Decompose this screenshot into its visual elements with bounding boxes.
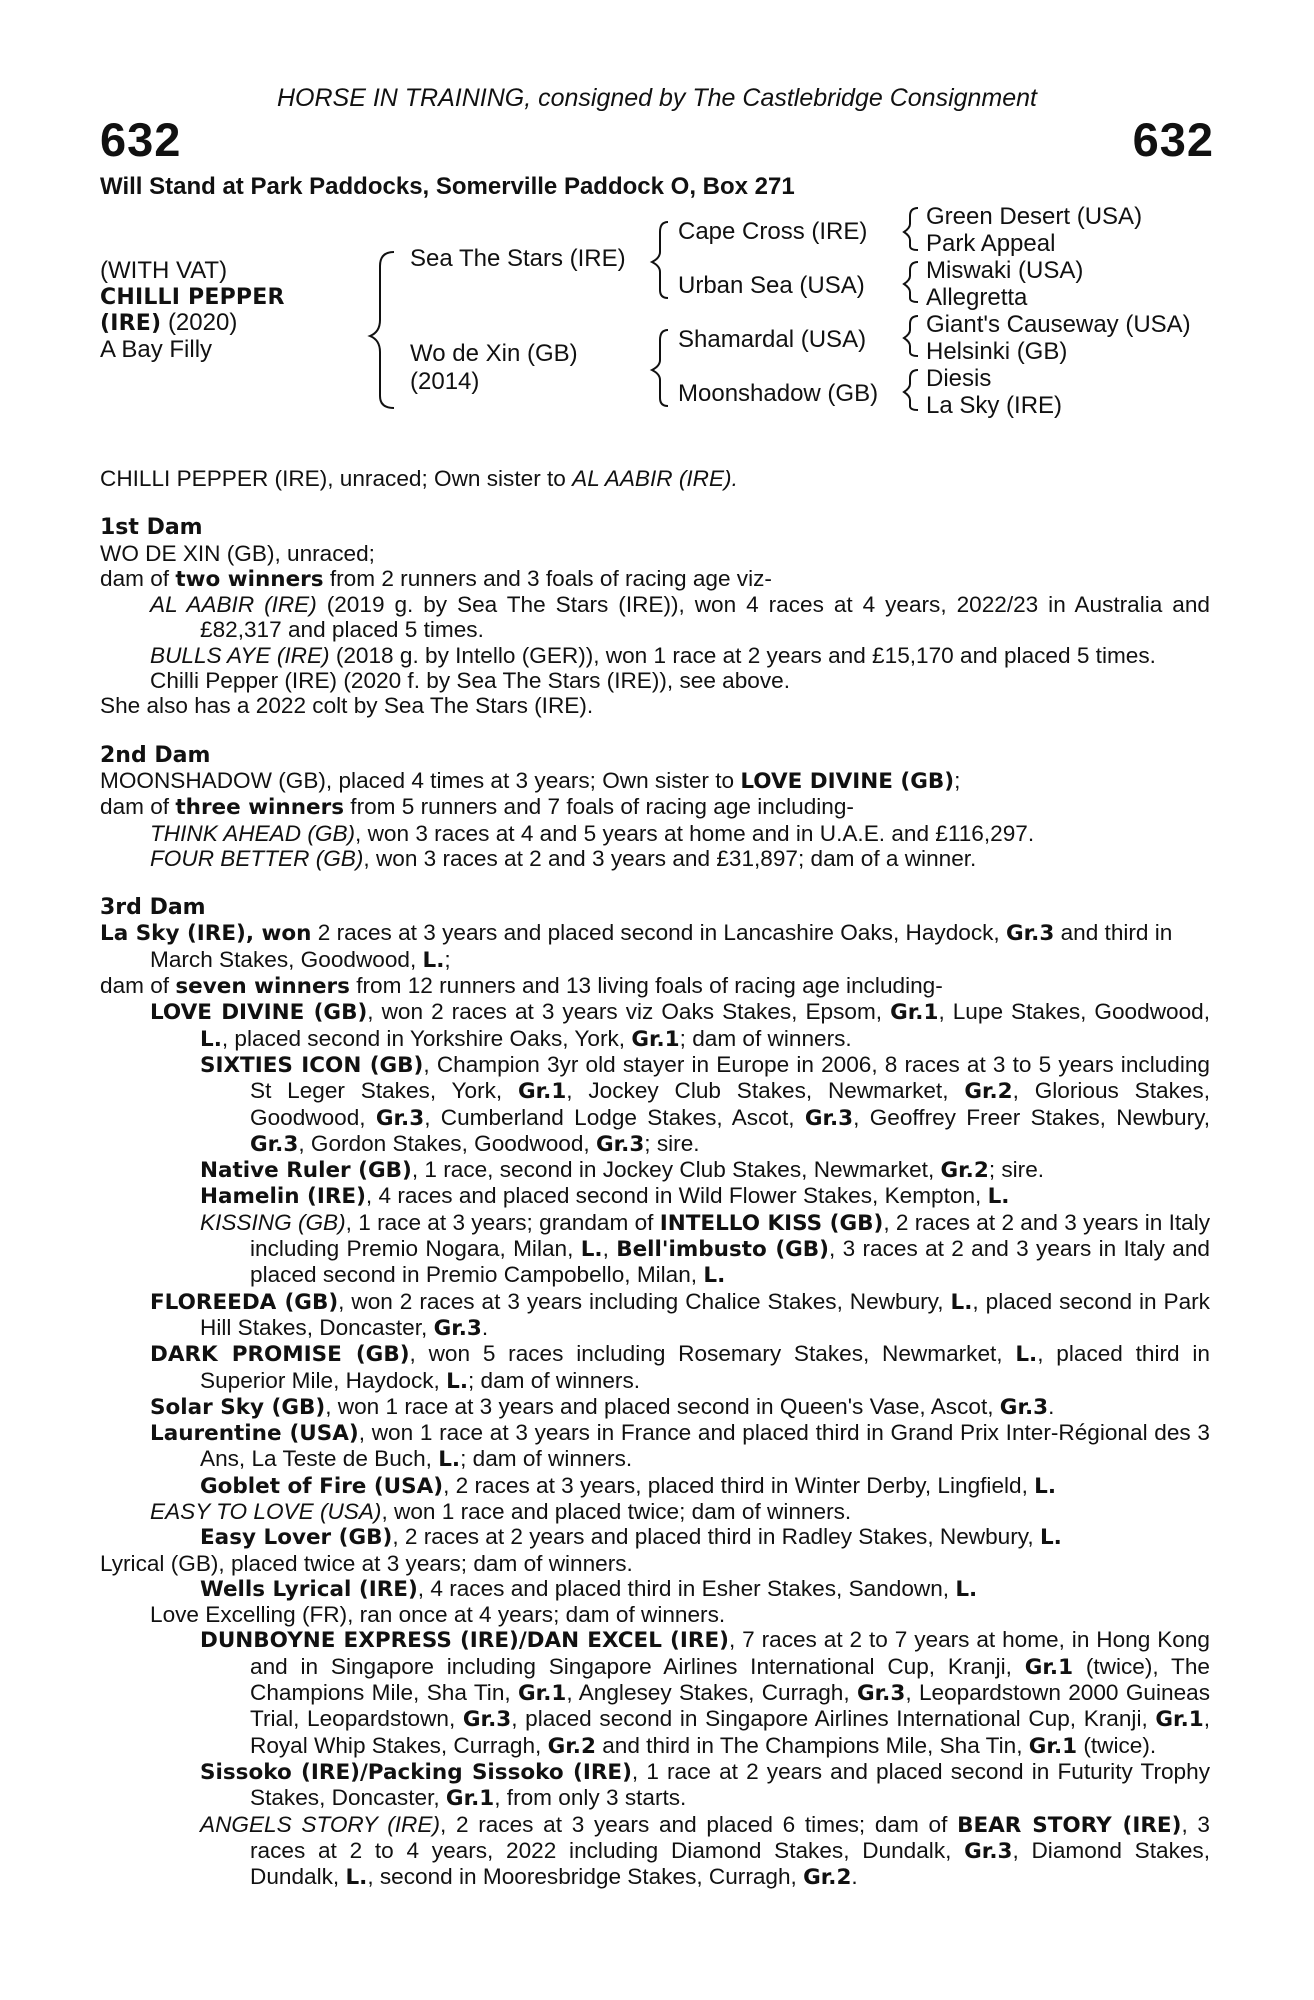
horse-country-year: (IRE) (2020) (100, 309, 238, 336)
catalogue-body (100, 466, 1210, 1890)
lot-number-right: 632 (1132, 113, 1214, 166)
produce-entry: ANGELS STORY (IRE), 2 races at 3 years and placed 6 times; dam of BEAR STORY (IRE), 3 races at 2 to 4 years, 2022 including Diamond Stakes, Dundalk, Gr.3, Diamond Stakes, Dundalk, L., second in Mooresbridge Stakes, Curragh, Gr.2. (200, 1811, 1211, 1891)
second-dam-produce: dam of three winners from 5 runners and 7 foals of racing age including- (100, 794, 854, 821)
produce-entry: EASY TO LOVE (USA), won 1 race and placed twice; dam of winners. (150, 1498, 852, 1524)
first-dam-heading: 1st Dam (100, 515, 203, 541)
produce-entry: Hamelin (IRE), 4 races and placed second in Wild Flower Stakes, Kempton, L. (200, 1183, 1010, 1210)
produce-entry: DARK PROMISE (GB), won 5 races including Rosemary Stakes, Newmarket, L., placed third in Superior Mile, Haydock, L.; dam of winners. (150, 1341, 1210, 1394)
second-dam-line: MOONSHADOW (GB), placed 4 times at 3 years; Own sister to LOVE DIVINE (GB); (100, 767, 961, 794)
first-dam-produce: dam of two winners from 2 runners and 3 foals of racing age viz- (100, 565, 772, 592)
produce-entry: Sissoko (IRE)/Packing Sissoko (IRE), 1 race at 2 years and placed second in Futurity Trophy Stakes, Doncaster, Gr.1, from only 3 starts. (200, 1758, 1210, 1812)
first-dam-line: WO DE XIN (GB), unraced; (100, 540, 375, 566)
horse-name: CHILLI PEPPER (100, 285, 285, 310)
page-header: HORSE IN TRAINING, consigned by The Castlebridge Consignment (276, 84, 1038, 112)
produce-entry: KISSING (GB), 1 race at 3 years; grandam of INTELLO KISS (GB), 2 races at 2 and 3 years in Italy including Premio Nogara, Milan, L., Bell'imbusto (GB), 3 races at 2 and 3 years in Italy and placed second in Premio Campobello, Milan, L. (200, 1209, 1211, 1289)
sire-dam: Urban Sea (USA) (678, 272, 865, 299)
third-dam-produce: dam of seven winners from 12 runners and 13 living foals of racing age including- (100, 973, 943, 1000)
horse-description: A Bay Filly (100, 336, 213, 363)
sire-sire: Cape Cross (IRE) (678, 218, 868, 245)
produce-entry: Love Excelling (FR), ran once at 4 years; dam of winners. (150, 1602, 726, 1628)
ped-dds: Diesis (926, 365, 992, 392)
ped-sdd: Allegretta (926, 284, 1028, 311)
produce-entry: AL AABIR (IRE) (2019 g. by Sea The Stars (IRE)), won 4 races at 4 years, 2022/23 in Australia and £82,317 and placed 5 times. (150, 592, 1210, 643)
produce-entry: Laurentine (USA), won 1 race at 3 years in France and placed third in Grand Prix Inter-Régional des 3 Ans, La Teste de Buch, L.; dam of winners. (150, 1420, 1210, 1473)
ped-ssd: Park Appeal (926, 230, 1056, 257)
first-dam-extra: She also has a 2022 colt by Sea The Stars (IRE). (100, 693, 594, 719)
dam-name: Wo de Xin (GB) (410, 340, 578, 367)
vat-label: (WITH VAT) (100, 257, 228, 284)
produce-entry: Solar Sky (GB), won 1 race at 3 years and placed second in Queen's Vase, Ascot, Gr.3. (150, 1393, 1055, 1420)
produce-entry: Wells Lyrical (IRE), 4 races and placed third in Esher Stakes, Sandown, L. (200, 1575, 978, 1602)
second-dam-heading: 2nd Dam (100, 742, 211, 768)
stand-location: Will Stand at Park Paddocks, Somerville Paddock O, Box 271 (100, 173, 795, 200)
produce-entry: Chilli Pepper (IRE) (2020 f. by Sea The Stars (IRE)), see above. (150, 668, 791, 694)
produce-entry: Native Ruler (GB), 1 race, second in Jockey Club Stakes, Newmarket, Gr.2; sire. (200, 1157, 1045, 1184)
ped-sds: Miswaki (USA) (926, 257, 1084, 284)
produce-entry: FLOREEDA (GB), won 2 races at 3 years including Chalice Stakes, Newbury, L., placed second in Park Hill Stakes, Doncaster, Gr.3. (150, 1288, 1210, 1341)
produce-entry: BULLS AYE (IRE) (2018 g. by Intello (GER)), won 1 race at 2 years and £15,170 and placed 5 times. (150, 642, 1156, 668)
produce-entry: DUNBOYNE EXPRESS (IRE)/DAN EXCEL (IRE), 7 races at 2 to 7 years at home, in Hong Kong and in Singapore including Singapore Airlines International Cup, Kranji, Gr.1 (twice), The Champions Mile, Sha Tin, Gr.1, Anglesey Stakes, Curragh, Gr.3, Leopardstown 2000 Guineas Trial, Leopardstown, Gr.3, placed second in Singapore Airlines International Cup, Kranji, Gr.1, Royal Whip Stakes, Curragh, Gr.2 and third in The Champions Mile, Sha Tin, Gr.1 (twice). (200, 1627, 1211, 1759)
produce-entry: Goblet of Fire (USA), 2 races at 3 years, placed third in Winter Derby, Lingfield, L. (200, 1472, 1057, 1499)
ped-ddd: La Sky (IRE) (926, 392, 1063, 419)
third-dam-heading: 3rd Dam (100, 895, 206, 921)
produce-entry: LOVE DIVINE (GB), won 2 races at 3 years viz Oaks Stakes, Epsom, Gr.1, Lupe Stakes, Goodwood, L., placed second in Yorkshire Oaks, York, Gr.1; dam of winners. (150, 999, 1210, 1052)
produce-entry: FOUR BETTER (GB), won 3 races at 2 and 3 years and £31,897; dam of a winner. (150, 845, 977, 871)
dam-year: (2014) (410, 368, 480, 395)
produce-entry: SIXTIES ICON (GB), Champion 3yr old stayer in Europe in 2006, 8 races at 3 to 5 years including St Leger Stakes, York, Gr.1, Jockey Club Stakes, Newmarket, Gr.2, Glorious Stakes, Goodwood, Gr.3, Cumberland Lodge Stakes, Ascot, Gr.3, Geoffrey Freer Stakes, Newbury, Gr.3, Gordon Stakes, Goodwood, Gr.3; sire. (200, 1051, 1211, 1157)
lot-number-left: 632 (100, 113, 182, 166)
produce-entry: Lyrical (GB), placed twice at 3 years; dam of winners. (100, 1550, 633, 1576)
produce-entry: Easy Lover (GB), 2 races at 2 years and placed third in Radley Stakes, Newbury, L. (200, 1524, 1062, 1551)
summary-line: CHILLI PEPPER (IRE), unraced; Own sister to AL AABIR (IRE). (100, 466, 738, 491)
sire-name: Sea The Stars (IRE) (410, 245, 626, 272)
ped-sss: Green Desert (USA) (926, 203, 1143, 230)
dam-dam: Moonshadow (GB) (678, 380, 879, 407)
ped-dsd: Helsinki (GB) (926, 338, 1068, 365)
dam-sire: Shamardal (USA) (678, 326, 867, 353)
third-dam-line: La Sky (IRE), won 2 races at 3 years and placed second in Lancashire Oaks, Haydock, Gr.3 and third in March Stakes, Goodwood, L.; (100, 920, 1173, 973)
ped-dss: Giant's Causeway (USA) (926, 311, 1191, 338)
produce-entry: THINK AHEAD (GB), won 3 races at 4 and 5 years at home and in U.A.E. and £116,297. (150, 820, 1035, 846)
